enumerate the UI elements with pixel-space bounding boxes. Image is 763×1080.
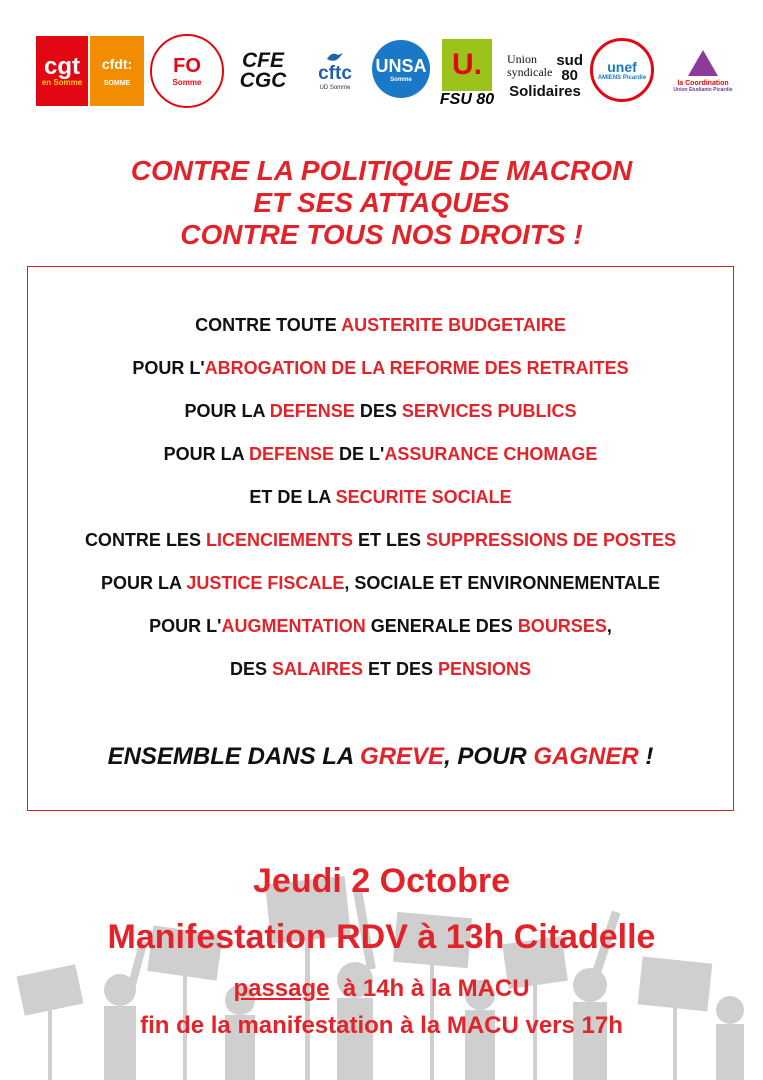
solidaires-line1: Union xyxy=(507,51,537,66)
cfdt-logo-sub: SOMME xyxy=(103,79,131,87)
headline-line1: CONTRE LA POLITIQUE DE MACRON xyxy=(130,155,633,186)
solidaires-name: Solidaires xyxy=(509,82,581,100)
event-date: Jeudi 2 Octobre xyxy=(253,862,510,900)
headline-line2: ET SES ATTAQUES xyxy=(253,187,510,218)
cfdt-logo xyxy=(90,36,144,106)
demand-line: POUR LA DEFENSE DES SERVICES PUBLICS xyxy=(184,401,577,421)
cgt-logo-text: cgt xyxy=(44,52,80,80)
fo-logo-sub: Somme xyxy=(172,78,202,87)
fsu-logo-text: FSU 80 xyxy=(439,91,495,108)
passage-word: passage xyxy=(233,975,330,1002)
cgt-logo xyxy=(36,36,88,106)
strike-slogan: ENSEMBLE DANS LA GREVE, POUR GAGNER ! xyxy=(107,743,654,770)
unsa-logo xyxy=(372,40,430,98)
unsa-logo-text: UNSA xyxy=(375,55,427,76)
event-end: fin de la manifestation à la MACU vers 17h xyxy=(140,1012,623,1039)
demand-line: CONTRE LES LICENCIEMENTS ET LES SUPPRESSIONS DE POSTES xyxy=(84,530,677,550)
event-passage xyxy=(0,975,763,1003)
cfe-logo-text: CFE xyxy=(242,49,284,72)
fsu-logo xyxy=(434,34,500,114)
coordination-logo xyxy=(666,36,740,106)
sud-text: sud xyxy=(556,51,583,69)
unef-logo xyxy=(590,38,654,102)
cftc-logo-text: cftc xyxy=(318,63,352,84)
fo-logo-text: FO xyxy=(173,55,201,77)
solidaires-logo xyxy=(500,40,590,112)
coordination-logo-text: la Coordination xyxy=(677,79,729,87)
demand-line: POUR L'AUGMENTATION GENERALE DES BOURSES, xyxy=(149,616,612,636)
demand-line: POUR L'ABROGATION DE LA REFORME DES RETRAITES xyxy=(132,358,629,378)
cgt-logo-sub: en Somme xyxy=(41,77,83,87)
fsu-logo-letter: U. xyxy=(442,39,492,91)
demand-line: POUR LA DEFENSE DE L'ASSURANCE CHOMAGE xyxy=(163,444,598,464)
union-logos-bar xyxy=(30,28,740,118)
unef-logo-sub: AMIENS Picardie xyxy=(597,75,647,81)
unef-logo-text: unef xyxy=(607,59,637,75)
demand-line: POUR LA JUSTICE FISCALE, SOCIALE ET ENVIRONNEMENTALE xyxy=(100,573,661,593)
dove-icon xyxy=(326,51,344,63)
cgc-logo-text: CGC xyxy=(239,69,287,92)
headline xyxy=(0,155,763,251)
solidaires-line2: syndicale xyxy=(507,64,553,79)
sud-number: 80 xyxy=(561,66,578,84)
passage-details: à 14h à la MACU xyxy=(329,975,530,1002)
headline-line3: CONTRE TOUS NOS DROITS ! xyxy=(180,219,583,250)
cftc-logo-sub: UD Somme xyxy=(319,85,351,91)
cfe-cgc-logo xyxy=(230,38,296,104)
demand-line: ET DE LA SECURITE SOCIALE xyxy=(249,487,512,507)
cftc-logo xyxy=(304,40,366,102)
unsa-logo-sub: Somme xyxy=(390,76,412,83)
demand-line: CONTRE TOUTE AUSTERITE BUDGETAIRE xyxy=(195,315,566,335)
cfdt-logo-text: cfdt: xyxy=(101,55,133,72)
event-meeting-point: Manifestation RDV à 13h Citadelle xyxy=(107,918,656,956)
coordination-logo-sub: Union Étudiante Picardie xyxy=(673,86,733,93)
triangle-icon xyxy=(688,50,718,76)
demand-line: DES SALAIRES ET DES PENSIONS xyxy=(229,659,532,679)
demands-box xyxy=(27,266,734,811)
fo-logo xyxy=(150,34,224,108)
